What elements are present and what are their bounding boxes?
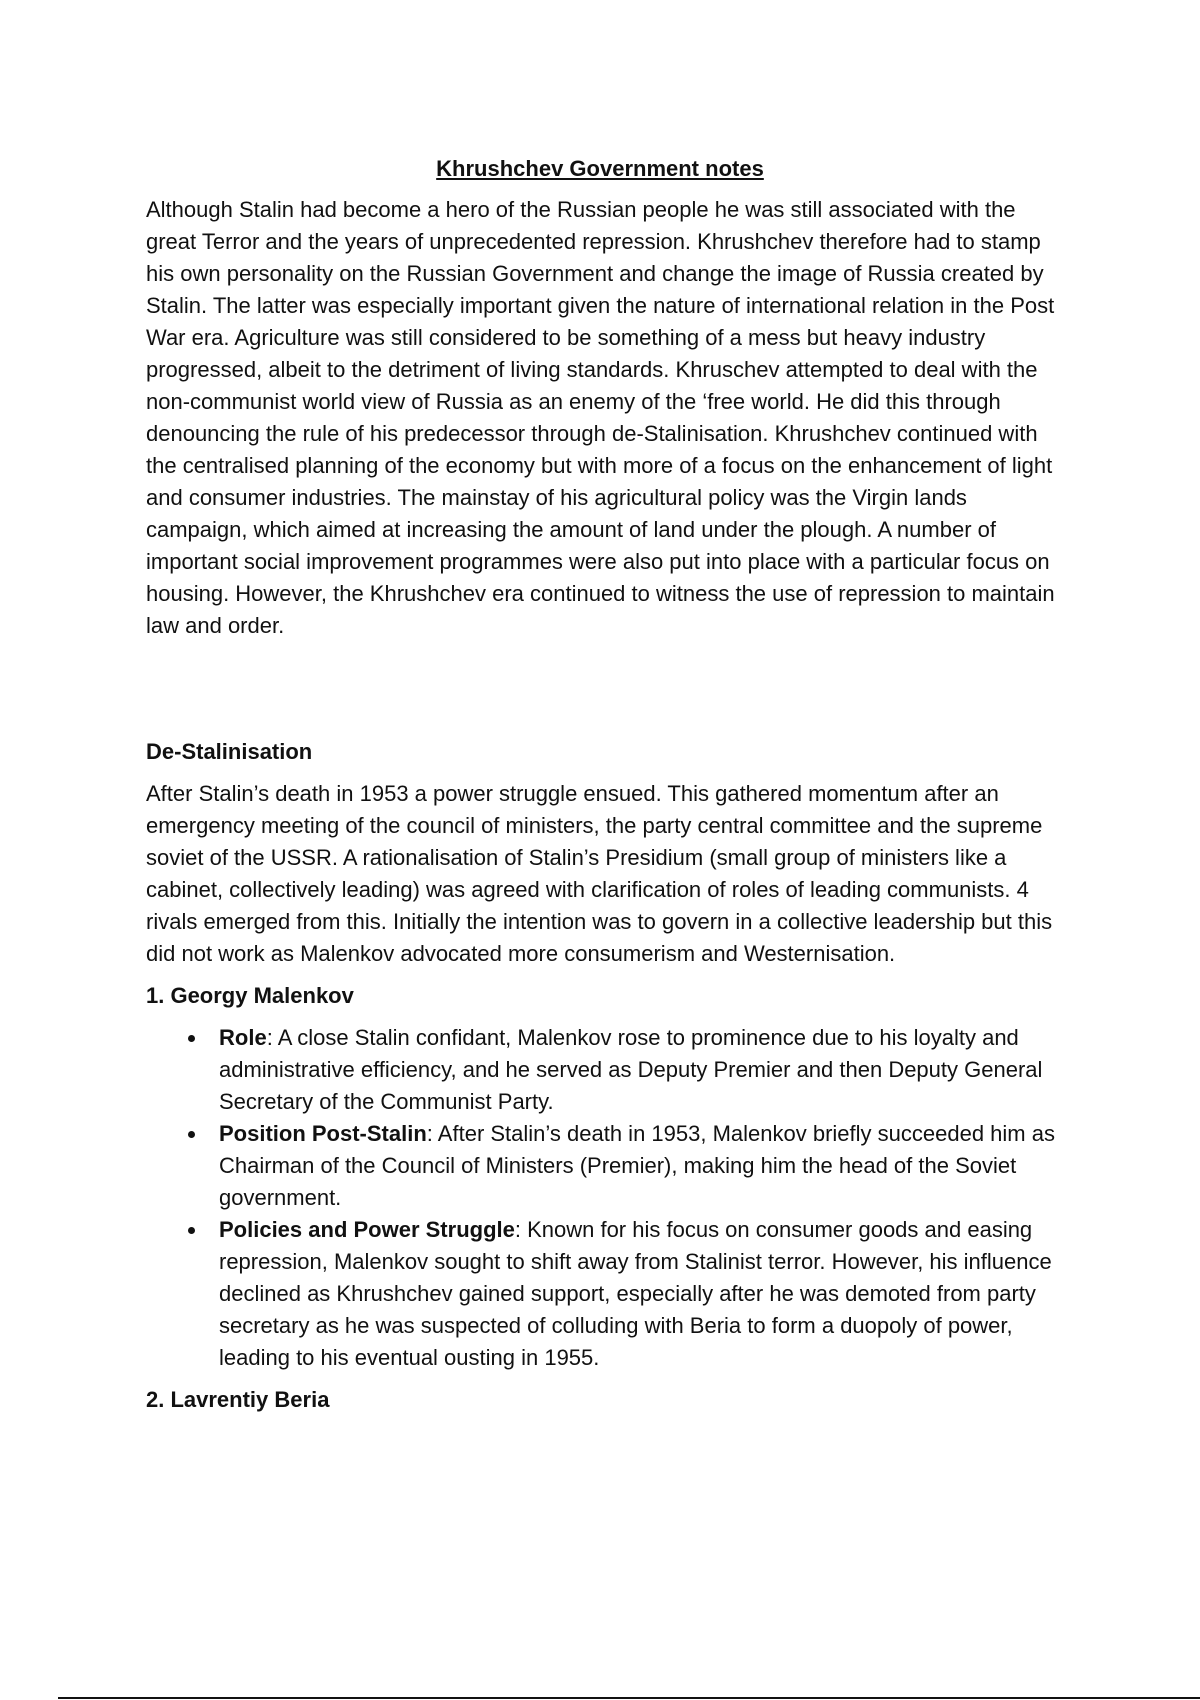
- section-heading-de-stalinisation: De-Stalinisation: [146, 739, 313, 764]
- bullet-icon: [188, 1035, 195, 1042]
- rival-heading-beria: 2. Lavrentiy Beria: [146, 1387, 330, 1412]
- bullet-text: : Known for his focus on consumer goods and easing repression, Malenkov sought to shift away from Stalinist terror. However, his influence declined as Khrushchev gained support, especially after he was demoted from party secretary as he was suspected of colluding with Beria to form a duopoly of power, leading to his eventual ousting in 1955.: [219, 1217, 1052, 1370]
- bullet-label: Policies and Power Struggle: [219, 1217, 515, 1242]
- document-body: [146, 194, 1066, 1426]
- bullet-icon: [188, 1131, 195, 1138]
- bullet-label: Position Post-Stalin: [219, 1121, 427, 1146]
- list-item: [146, 1214, 1066, 1374]
- intro-paragraph: Although Stalin had become a hero of the Russian people he was still associated with the great Terror and the years of unprecedented repression. Khrushchev therefore had to stamp his own personality on the Russian Government and change the image of Russia created by Stalin. The latter was especially important given the nature of international relation in the Post War era. Agriculture was still considered to be something of a mess but heavy industry progressed, albeit to the detriment of living standards. Khruschev attempted to deal with the non-communist world view of Russia as an enemy of the ‘free world. He did this through denouncing the rule of his predecessor through de-Stalinisation. Khrushchev continued with the centralised planning of the economy but with more of a focus on the enhancement of light and consumer industries. The mainstay of his agricultural policy was the Virgin lands campaign, which aimed at increasing the amount of land under the plough. A number of important social improvement programmes were also put into place with a particular focus on housing. However, the Khrushchev era continued to witness the use of repression to maintain law and order.: [146, 197, 1055, 638]
- list-item: [146, 1022, 1066, 1118]
- page-bottom-divider: [58, 1697, 1200, 1699]
- rival-heading-malenkov: 1. Georgy Malenkov: [146, 983, 354, 1008]
- bullet-text: : A close Stalin confidant, Malenkov rose to prominence due to his loyalty and administrative efficiency, and he served as Deputy Premier and then Deputy General Secretary of the Communist Party.: [219, 1025, 1043, 1114]
- bullet-text: : After Stalin’s death in 1953, Malenkov briefly succeeded him as Chairman of the Council of Ministers (Premier), making him the head of the Soviet government.: [219, 1121, 1055, 1210]
- document-title: Khrushchev Government notes: [436, 156, 764, 181]
- list-item: [146, 1118, 1066, 1214]
- malenkov-bullet-list: [146, 1022, 1066, 1374]
- bullet-label: Role: [219, 1025, 267, 1050]
- bullet-icon: [188, 1227, 195, 1234]
- de-stalinisation-paragraph: After Stalin’s death in 1953 a power struggle ensued. This gathered momentum after an emergency meeting of the council of ministers, the party central committee and the supreme soviet of the USSR. A rationalisation of Stalin’s Presidium (small group of ministers like a cabinet, collectively leading) was agreed with clarification of roles of leading communists. 4 rivals emerged from this. Initially the intention was to govern in a collective leadership but this did not work as Malenkov advocated more consumerism and Westernisation.: [146, 781, 1053, 966]
